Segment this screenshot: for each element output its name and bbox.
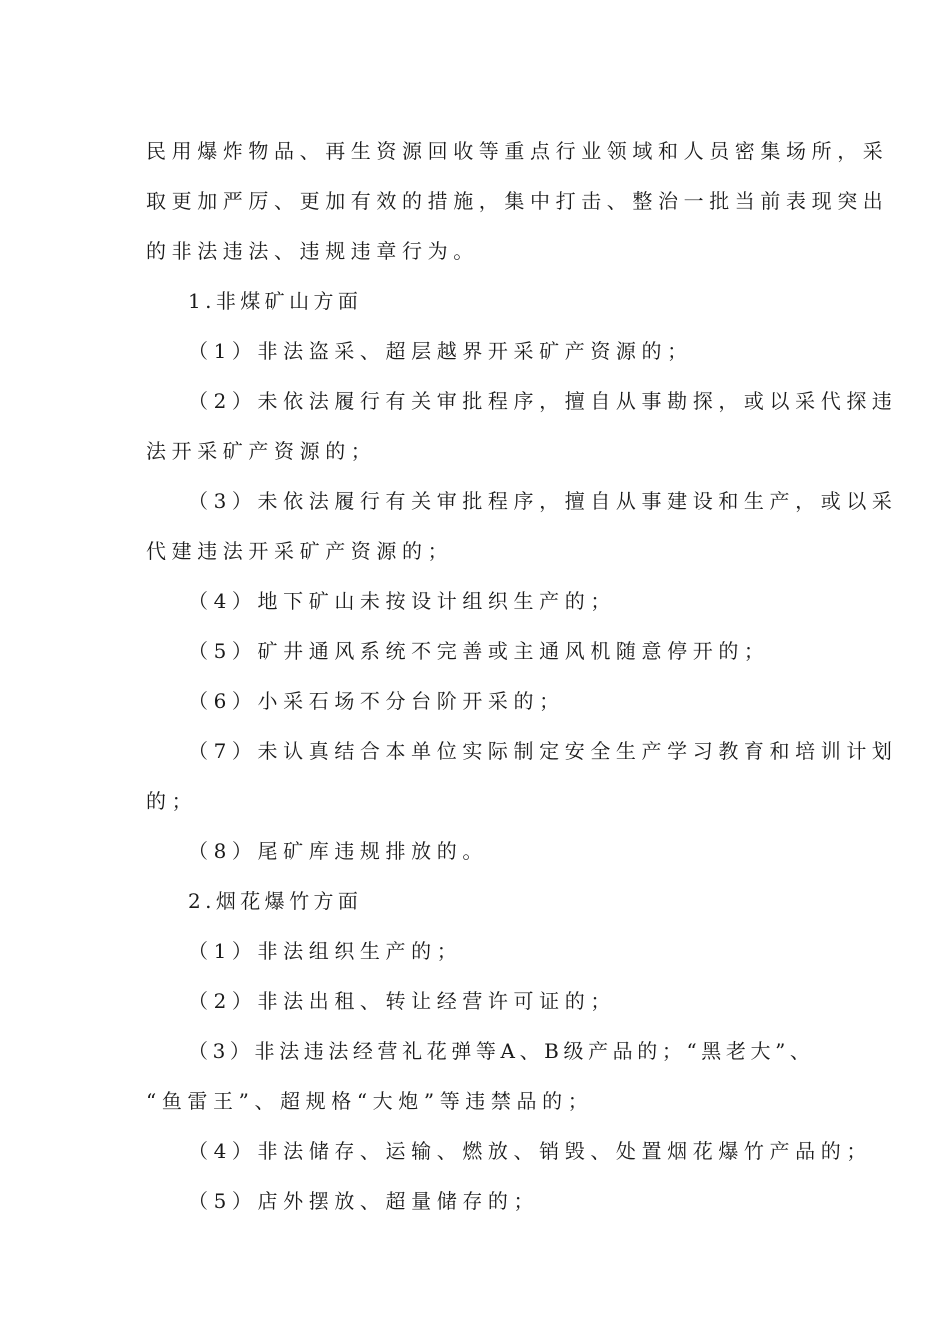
list-item-continuation: 代建违法开采矿产资源的； bbox=[146, 539, 454, 563]
paragraph-line: 的非法违法、违规违章行为。 bbox=[146, 239, 479, 263]
list-item: （4）非法储存、运输、燃放、销毁、处置烟花爆竹产品的； bbox=[188, 1139, 872, 1163]
section-heading-non-coal-mines: 1.非煤矿山方面 bbox=[188, 289, 363, 313]
list-item-continuation: “鱼雷王”、超规格“大炮”等违禁品的； bbox=[146, 1089, 594, 1113]
list-item: （3）非法违法经营礼花弹等A、B级产品的；“黑老大”、 bbox=[188, 1039, 815, 1063]
section-heading-fireworks: 2.烟花爆竹方面 bbox=[188, 889, 363, 913]
list-item: （2）非法出租、转让经营许可证的； bbox=[188, 989, 616, 1013]
list-item: （8）尾矿库违规排放的。 bbox=[188, 839, 488, 863]
list-item: （1）非法组织生产的； bbox=[188, 939, 463, 963]
list-item: （3）未依法履行有关审批程序，擅自从事建设和生产，或以采 bbox=[188, 489, 898, 513]
list-item: （4）地下矿山未按设计组织生产的； bbox=[188, 589, 616, 613]
list-item: （6）小采石场不分台阶开采的； bbox=[188, 689, 565, 713]
list-item-continuation: 法开采矿产资源的； bbox=[146, 439, 377, 463]
list-item: （5）矿井通风系统不完善或主通风机随意停开的； bbox=[188, 639, 770, 663]
list-item: （2）未依法履行有关审批程序，擅自从事勘探，或以采代探违 bbox=[188, 389, 898, 413]
list-item: （5）店外摆放、超量储存的； bbox=[188, 1189, 540, 1213]
paragraph-line: 民用爆炸物品、再生资源回收等重点行业领域和人员密集场所，采 bbox=[146, 139, 889, 163]
paragraph-line: 取更加严厉、更加有效的措施，集中打击、整治一批当前表现突出 bbox=[146, 189, 889, 213]
list-item-continuation: 的； bbox=[146, 789, 198, 813]
list-item: （7）未认真结合本单位实际制定安全生产学习教育和培训计划 bbox=[188, 739, 898, 763]
list-item: （1）非法盗采、超层越界开采矿产资源的； bbox=[188, 339, 693, 363]
